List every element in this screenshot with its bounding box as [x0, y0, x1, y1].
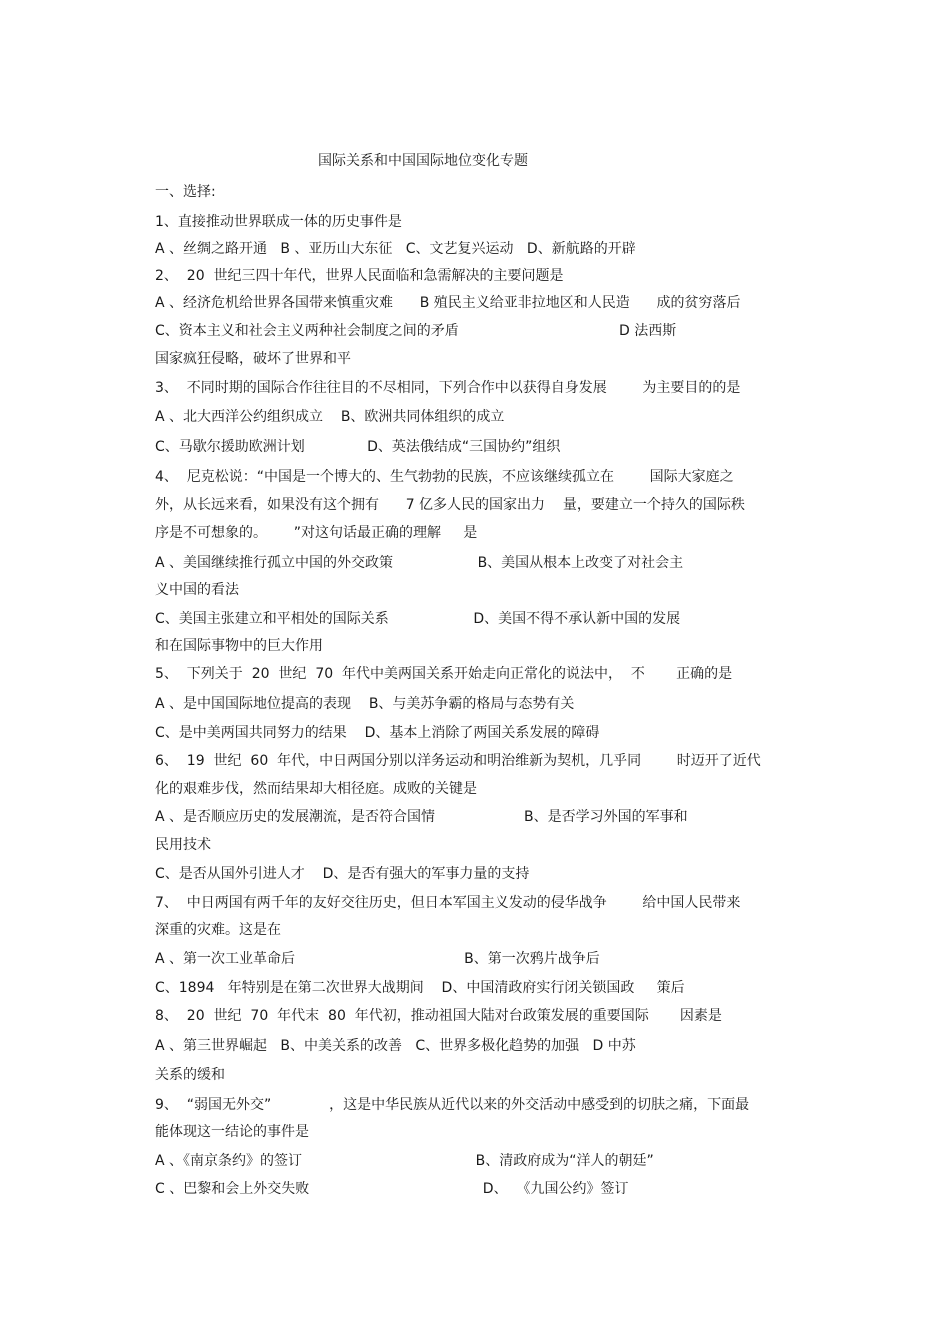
section-heading: 一、选择:: [155, 184, 216, 200]
question-8-options: 关系的缓和: [155, 1067, 225, 1083]
question-5: 5、 下列关于 20 世纪 70 年代中美两国关系开始走向正常化的说法中， 不 正确的是: [155, 666, 733, 682]
question-6-options: 民用技术: [155, 837, 211, 853]
question-7: 7、 中日两国有两千年的友好交往历史，但日本军国主义发动的侵华战争 给中国人民带来: [155, 895, 741, 911]
question-4: 4、 尼克松说：“中国是一个博大的、生气勃勃的民族，不应该继续孤立在 国际大家庭之: [155, 469, 734, 485]
question-2-options: C、资本主义和社会主义两种社会制度之间的矛盾 D 法西斯: [155, 323, 677, 339]
question-4-options: C、美国主张建立和平相处的国际关系 D、美国不得不承认新中国的发展: [155, 611, 681, 627]
question-8: 8、 20 世纪 70 年代末 80 年代初，推动祖国大陆对台政策发展的重要国际 因素是: [155, 1008, 722, 1024]
question-6: 化的艰难步伐，然而结果却大相径庭。成败的关键是: [155, 781, 477, 797]
question-7: 深重的灾难。这是在: [155, 922, 281, 938]
question-5-options: A 、是中国国际地位提高的表现 B、与美苏争霸的格局与态势有关: [155, 696, 575, 712]
question-4: 序是不可想象的。 ”对这句话最正确的理解 是: [155, 525, 478, 541]
question-3-options: C、马歇尔援助欧洲计划 D、英法俄结成“三国协约”组织: [155, 439, 561, 455]
question-7-options: A 、第一次工业革命后 B、第一次鸦片战争后: [155, 951, 600, 967]
question-4-options: 和在国际事物中的巨大作用: [155, 638, 323, 654]
question-4: 外，从长远来看，如果没有这个拥有 7 亿多人民的国家出力 量，要建立一个持久的国际秩: [155, 497, 745, 513]
question-2-options: A 、经济危机给世界各国带来慎重灾难 B 殖民主义给亚非拉地区和人民造 成的贫穷落后: [155, 295, 741, 311]
document-title: 国际关系和中国国际地位变化专题: [318, 153, 528, 169]
question-2-options: 国家疯狂侵略，破坏了世界和平: [155, 351, 351, 367]
question-1: 1、直接推动世界联成一体的历史事件是: [155, 214, 402, 230]
question-1-options: A 、丝绸之路开通 B 、亚历山大东征 C、文艺复兴运动 D、新航路的开辟: [155, 241, 636, 257]
question-4-options: 义中国的看法: [155, 582, 239, 598]
question-9-options: A 、《南京条约》的签订 B、清政府成为“洋人的朝廷”: [155, 1153, 654, 1169]
question-5-options: C、是中美两国共同努力的结果 D、基本上消除了两国关系发展的障碍: [155, 725, 600, 741]
question-6-options: C、是否从国外引进人才 D、是否有强大的军事力量的支持: [155, 866, 530, 882]
question-9: 9、 “弱国无外交” ，这是中华民族从近代以来的外交活动中感受到的切肤之痛，下面最: [155, 1097, 750, 1113]
question-6: 6、 19 世纪 60 年代，中日两国分别以洋务运动和明治维新为契机，几乎同 时迈开了近代: [155, 753, 761, 769]
question-9-options: C 、巴黎和会上外交失败 D、 《九国公约》签订: [155, 1181, 629, 1197]
question-2: 2、 20 世纪三四十年代，世界人民面临和急需解决的主要问题是: [155, 268, 564, 284]
question-3: 3、 不同时期的国际合作往往目的不尽相同，下列合作中以获得自身发展 为主要目的的是: [155, 380, 741, 396]
question-6-options: A 、是否顺应历史的发展潮流，是否符合国情 B、是否学习外国的军事和: [155, 809, 688, 825]
question-3-options: A 、北大西洋公约组织成立 B、欧洲共同体组织的成立: [155, 409, 505, 425]
question-8-options: A 、第三世界崛起 B、中美关系的改善 C、世界多极化趋势的加强 D 中苏: [155, 1038, 636, 1054]
question-4-options: A 、美国继续推行孤立中国的外交政策 B、美国从根本上改变了对社会主: [155, 555, 684, 571]
question-9: 能体现这一结论的事件是: [155, 1124, 309, 1140]
question-7-options: C、1894 年特别是在第二次世界大战期间 D、中国清政府实行闭关锁国政 策后: [155, 980, 685, 996]
